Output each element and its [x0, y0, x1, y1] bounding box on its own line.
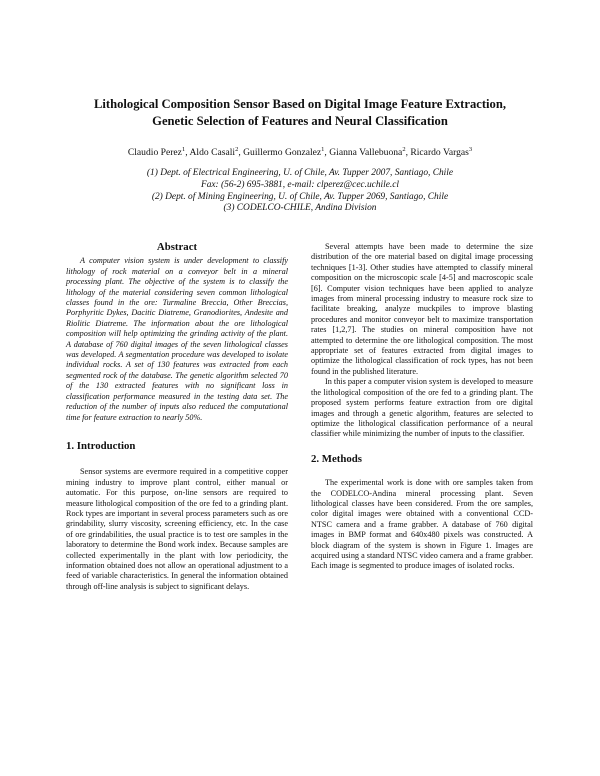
abstract-text: A computer vision system is under development to classify lithology of rock material on a conveyor belt in a mineral processing plant. The objective of the system is to classify the lithology of the material considering seven common lithological classes found in the ore: Turmaline Breccia, Other Breccias, Porphyritic Dykes, Dacitic Diatreme, Granodiorites, Andesite and Riolitic Diatreme. The information about the ore lithological composition will help optimizing the grinding activity of the plant. A database of 760 digital images of the seven lithological classes was developed. A segmentation procedure was developed to isolate individual rocks. A set of 130 features was extracted from each segmented rock of the database. The genetic algorithm selected 70 of the 130 extracted features with no significant loss in classification performance measured in the testing data set. The reduction of the number of inputs also reduced the computational time for feature extraction to nearly 50%.: [66, 256, 288, 422]
left-column: [66, 242, 288, 592]
body-paragraph: Several attempts have been made to determine the size distribution of the ore material based on digital image processing techniques [1-3]. Other studies have attempted to classify mineral composition on the microscopic scale [4-5] and macroscopic scale [6]. Computer vision techniques have been applied to analyze images from mineral processing industry to measure rock size to facilitate breaking, analyze muckpiles to improve blasting procedures and monitor conveyor belt to maximize transportation rates [1,2,7]. The studies on mineral composition have not attempted to determine the ore lithological composition. The most appropriate set of features extracted from digital images to optimize the lithological classification of rock types, has not been found in the published literature.: [311, 242, 533, 376]
author: Gianna Vallebuona$^2$: [329, 146, 406, 159]
author-list: Claudio Perez$^1$, Aldo Casali$^2$, Guillermo Gonzalez$^1$, Gianna Vallebuona$^2$, Ricardo Vargas$^3$: [127, 146, 473, 159]
author: Aldo Casali$^2$: [189, 146, 239, 159]
methods-heading: 2. Methods: [311, 452, 362, 465]
author: Guillermo Gonzalez$^1$: [243, 146, 325, 159]
introduction-heading: 1. Introduction: [66, 439, 136, 452]
body-paragraph: In this paper a computer vision system is developed to measure the lithological composition of the ore fed to a grinding plant. The proposed system performs feature extraction from ore digital images and through a genetic algorithm, features are selected to optimize the lithological classification performance of a neural classifier while minimizing the number of inputs to the classifier.: [311, 377, 533, 439]
title-line-1: Lithological Composition Sensor Based on Digital Image Feature Extraction,: [94, 97, 506, 111]
author: Claudio Perez$^1$: [127, 146, 186, 159]
affiliations: [60, 168, 540, 215]
affiliation-line: (3) CODELCO-CHILE, Andina Division: [223, 203, 377, 214]
paper-title: [60, 96, 540, 130]
affiliation-line: (1) Dept. of Electrical Engineering, U. of Chile, Av. Tupper 2007, Santiago, Chile: [146, 168, 454, 178]
author: Ricardo Vargas$^3$: [410, 146, 473, 159]
introduction-text: Sensor systems are evermore required in a competitive copper mining industry to improve plant control, either manual or automatic. For this purpose, on-line sensors are required to measure lithological composition of the ore fed to a grinding plant. Rock types are important in several process parameters such as ore grindability, slurry viscosity, screening efficiency, etc. In the case of ore grindabilities, the usual practice is to test ore samples in the laboratory to determine the Bond work index. Because samples are collected experimentally in the plant with low periodicity, the information obtained does not allow an operational adjustment to a feed of variable characteristics. In general the information obtained through off-line analysis is subject to significant delays.: [66, 467, 288, 591]
methods-text: The experimental work is done with ore samples taken from the CODELCO-Andina mineral processing plant. Seven lithological classes have been considered. From the ore samples, color digital images were obtained with a conventional CCD-NTSC camera and a frame grabber. A database of 760 digital images in BMP format and 640x480 pixels was constructed. A block diagram of the system is shown in Figure 1. Images are acquired using a standard NTSC video camera and a frame grabber. Each image is segmented to produce images of isolated rocks.: [311, 478, 533, 571]
affiliation-line: Fax: (56-2) 695-3881, e-mail: clperez@cec.uchile.cl: [200, 179, 400, 190]
abstract-heading: Abstract: [156, 241, 198, 253]
right-column: [311, 242, 533, 572]
affiliation-line: (2) Dept. of Mining Engineering, U. of Chile, Av. Tupper 2069, Santiago, Chile: [151, 191, 449, 202]
title-line-2: Genetic Selection of Features and Neural Classification: [152, 114, 448, 128]
